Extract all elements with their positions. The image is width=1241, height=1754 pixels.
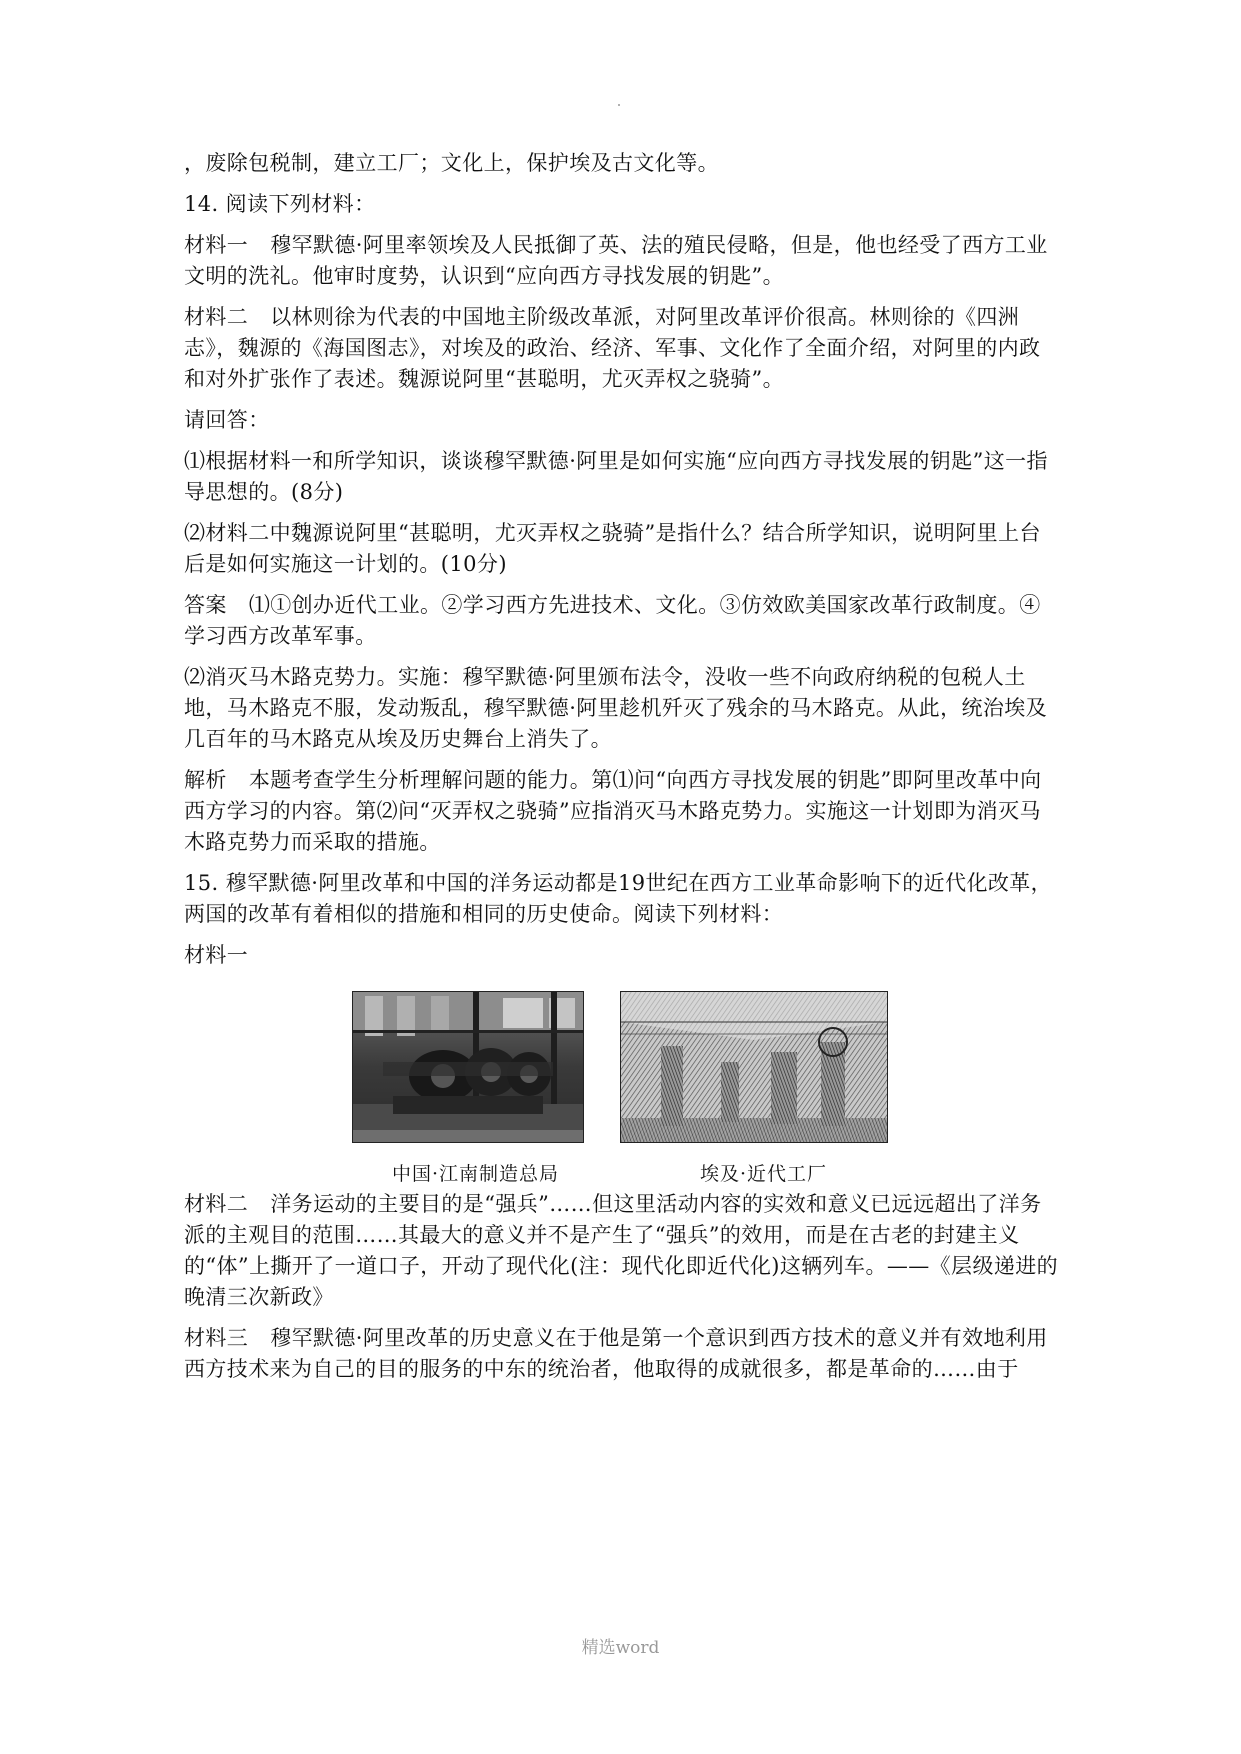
material-text: 以林则徐为代表的中国地主阶级改革派，对阿里改革评价很高。林则徐的《四洲志》，魏源的《海国图志》，对埃及的政治、经济、军事、文化作了全面介绍，对阿里的内政和对外扩张作了表述。魏源说阿里“甚聪明，尤灭弄权之骁骑”。	[184, 305, 1041, 391]
question-14: 14. 阅读下列材料：	[184, 192, 376, 216]
figure-row	[184, 991, 1060, 1185]
ask-prompt: 请回答：	[184, 408, 270, 432]
material-15-1-label: 材料一	[184, 943, 249, 967]
sub-question-2: ⑵材料二中魏源说阿里“甚聪明，尤灭弄权之骁骑”是指什么？结合所学知识，说明阿里上台后是如何实施这一计划的。(10分)	[184, 521, 1041, 576]
figure-caption-right: 埃及·近代工厂	[700, 1163, 828, 1185]
material-text: 穆罕默德·阿里率领埃及人民抵御了英、法的殖民侵略，但是，他也经受了西方工业文明的洗礼。他审时度势，认识到“应向西方寻找发展的钥匙”。	[184, 233, 1048, 288]
material-15-3	[184, 1323, 1060, 1385]
material-15-2	[184, 1189, 1060, 1313]
egypt-factory-engraving	[620, 991, 888, 1143]
answer-2: ⑵消灭马木路克势力。实施：穆罕默德·阿里颁布法令，没收一些不向政府纳税的包税人土地，马木路克不服，发动叛乱，穆罕默德·阿里趁机歼灭了残余的马木路克。从此，统治埃及几百年的马木路克从埃及历史舞台上消失了。	[184, 665, 1048, 751]
answer-1	[184, 590, 1060, 652]
material-1	[184, 230, 1060, 292]
material-label: 材料一	[184, 233, 249, 257]
page-footer: 精选word	[581, 1638, 660, 1658]
page-dot	[618, 104, 620, 106]
analysis-label: 解析	[184, 768, 227, 792]
analysis	[184, 765, 1060, 858]
material-label: 材料二	[184, 1192, 249, 1216]
analysis-text: 本题考查学生分析理解问题的能力。第⑴问“向西方寻找发展的钥匙”即阿里改革中向西方学习的内容。第⑵问“灭弄权之骁骑”应指消灭马木路克势力。实施这一计划即为消灭马木路克势力而采取的措施。	[184, 768, 1042, 854]
text-line: ，废除包税制，建立工厂；文化上，保护埃及古文化等。	[184, 151, 719, 175]
answer-text: ⑴①创办近代工业。②学习西方先进技术、文化。③仿效欧美国家改革行政制度。④学习西方改革军事。	[184, 593, 1041, 648]
question-15: 15. 穆罕默德·阿里改革和中国的洋务运动都是19世纪在西方工业革命影响下的近代化改革，两国的改革有着相似的措施和相同的历史使命。阅读下列材料：	[184, 871, 1053, 926]
jiangnan-factory-photo	[352, 991, 584, 1143]
material-label: 材料二	[184, 305, 249, 329]
figure-egypt	[620, 991, 888, 1186]
figure-caption-left: 中国·江南制造总局	[392, 1163, 560, 1185]
material-label: 材料三	[184, 1326, 249, 1350]
answer-label: 答案	[184, 593, 227, 617]
material-2	[184, 302, 1060, 395]
document-body	[184, 148, 1060, 1395]
material-text: 洋务运动的主要目的是“强兵”……但这里活动内容的实效和意义已远远超出了洋务派的主观目的范围……其最大的意义并不是产生了“强兵”的效用，而是在古老的封建主义的“体”上撕开了一道口子，开动了现代化(注：现代化即近代化)这辆列车。——《层级递进的晚清三次新政》	[184, 1192, 1059, 1309]
material-text: 穆罕默德·阿里改革的历史意义在于他是第一个意识到西方技术的意义并有效地利用西方技术来为自己的目的服务的中东的统治者，他取得的成就很多，都是革命的……由于	[184, 1326, 1048, 1381]
figure-jiangnan	[352, 991, 584, 1186]
sub-question-1: ⑴根据材料一和所学知识，谈谈穆罕默德·阿里是如何实施“应向西方寻找发展的钥匙”这一指导思想的。(8分)	[184, 449, 1048, 504]
